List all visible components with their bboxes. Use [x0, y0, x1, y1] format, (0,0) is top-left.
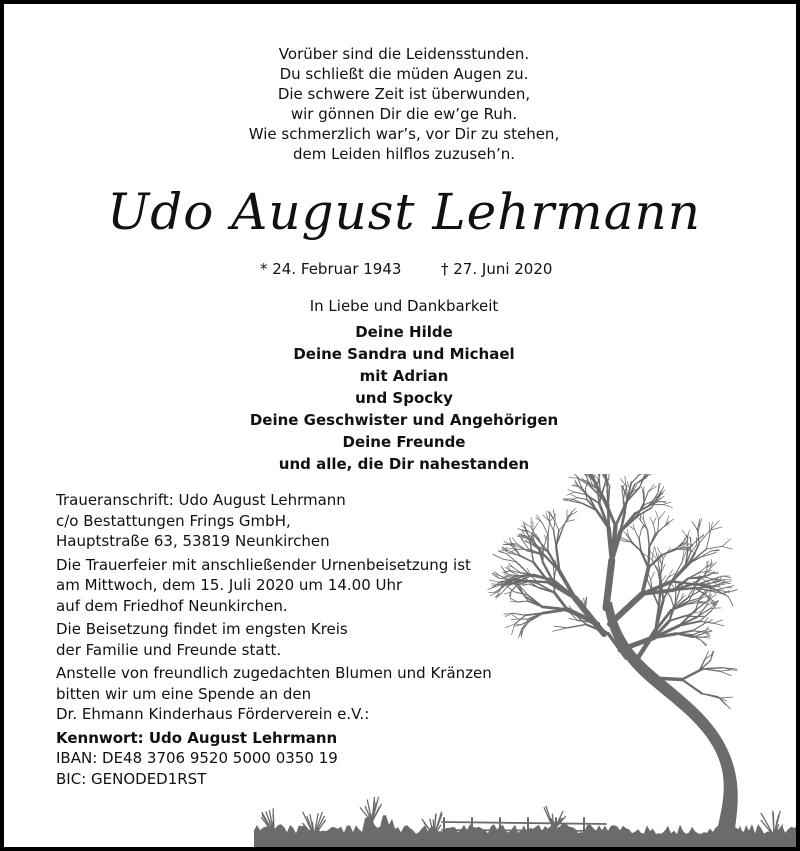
ceremony-line: am Mittwoch, dem 15. Juli 2020 um 14.00 Uhr	[56, 576, 403, 594]
poem-line: Die schwere Zeit ist überwunden,	[277, 85, 531, 103]
mourner: Deine Sandra und Michael	[293, 345, 515, 363]
mourner: Deine Geschwister und Angehörigen	[249, 411, 559, 429]
ceremony-line: auf dem Friedhof Neunkirchen.	[56, 596, 288, 615]
poem-line: wir gönnen Dir die ew’ge Ruh.	[290, 105, 518, 123]
address-line: Traueranschrift: Udo August Lehrmann	[56, 491, 346, 509]
donation-keyword: Kennwort: Udo August Lehrmann	[56, 728, 338, 747]
burial-line: Die Beisetzung findet im engsten Kreis	[56, 620, 348, 638]
donation-line: Dr. Ehmann Kinderhaus Förderverein e.V.:	[56, 705, 370, 723]
mourner: mit Adrian	[359, 367, 449, 385]
burial-line: der Familie und Freunde statt.	[56, 640, 282, 659]
poem-line: Du schließt die müden Augen zu.	[279, 65, 529, 83]
mourner: und alle, die Dir nahestanden	[278, 455, 530, 473]
mourner: Deine Hilde	[355, 323, 453, 341]
mourner: und Spocky	[355, 389, 453, 407]
address-line: Hauptstraße 63, 53819 Neunkirchen	[56, 532, 330, 550]
deceased-name: Udo August Lehrmann	[107, 183, 701, 241]
poem	[4, 44, 800, 164]
mourners-list	[4, 321, 800, 475]
donation-line: bitten wir um eine Spende an den	[56, 684, 312, 703]
mourner: Deine Freunde	[342, 433, 466, 451]
donation-iban: IBAN: DE48 3706 9520 5000 0350 19	[56, 749, 338, 767]
donation-bic: BIC: GENODED1RST	[56, 769, 207, 788]
funeral-info	[56, 490, 516, 789]
poem-line: Vorüber sind die Leidensstunden.	[278, 45, 530, 63]
death-date: † 27. Juni 2020	[441, 260, 553, 278]
poem-line: Wie schmerzlich war’s, vor Dir zu stehen,	[248, 125, 560, 143]
donation-line: Anstelle von freundlich zugedachten Blumen und Kränzen	[56, 664, 492, 682]
poem-line: dem Leiden hilflos zuzuseh’n.	[292, 145, 516, 163]
address-line: c/o Bestattungen Frings GmbH,	[56, 511, 291, 530]
thanks-line: In Liebe und Dankbarkeit	[309, 297, 499, 315]
birth-date: * 24. Februar 1943	[260, 260, 402, 278]
ceremony-line: Die Trauerfeier mit anschließender Urnenbeisetzung ist	[56, 555, 471, 574]
